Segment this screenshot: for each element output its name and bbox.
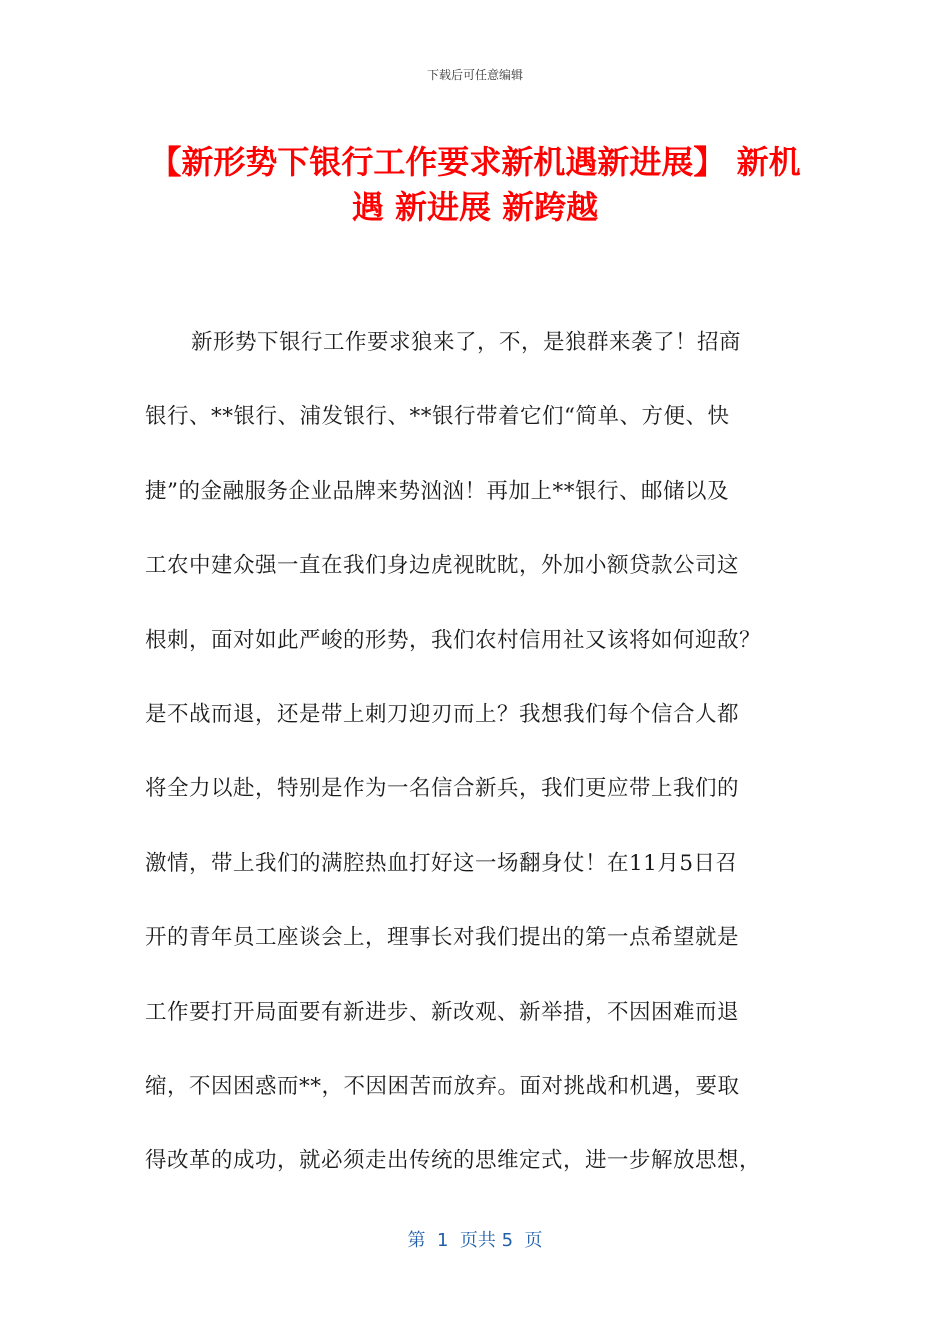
body-line: 根刺，面对如此严峻的形势，我们农村信用社又该将如何迎敌？ (145, 627, 762, 653)
body-line: 激情，带上我们的满腔热血打好这一场翻身仗！在11月5日召 (145, 850, 738, 876)
body-line: 工作要打开局面要有新进步、新改观、新举措，不因困难而退 (145, 999, 740, 1025)
body-line: 工农中建众强一直在我们身边虎视眈眈，外加小额贷款公司这 (145, 553, 740, 579)
page-number: 第 1 页共 5 页 (407, 1230, 543, 1251)
document-title: 【新形势下银行工作要求新机遇新进展】 新机遇 新进展 新跨越 (149, 143, 801, 226)
body-line: 捷”的金融服务企业品牌来势汹汹！再加上**银行、邮储以及 (145, 478, 729, 504)
body-line: 是不战而退，还是带上刺刀迎刃而上？我想我们每个信合人都 (145, 701, 740, 727)
body-line: 将全力以赴，特别是作为一名信合新兵，我们更应带上我们的 (145, 776, 740, 802)
body-text (145, 320, 825, 1213)
body-line: 得改革的成功，就必须走出传统的思维定式，进一步解放思想， (145, 1148, 762, 1174)
body-line: 新形势下银行工作要求狼来了，不，是狼群来袭了！招商 (191, 330, 742, 355)
body-line: 开的青年员工座谈会上，理事长对我们提出的第一点希望就是 (145, 925, 740, 951)
body-line: 缩，不因困惑而**，不因困苦而放弃。面对挑战和机遇，要取 (145, 1073, 740, 1099)
body-line: 银行、**银行、浦发银行、**银行带着它们“简单、方便、快 (145, 404, 730, 430)
header-note: 下载后可任意编辑 (426, 68, 523, 82)
